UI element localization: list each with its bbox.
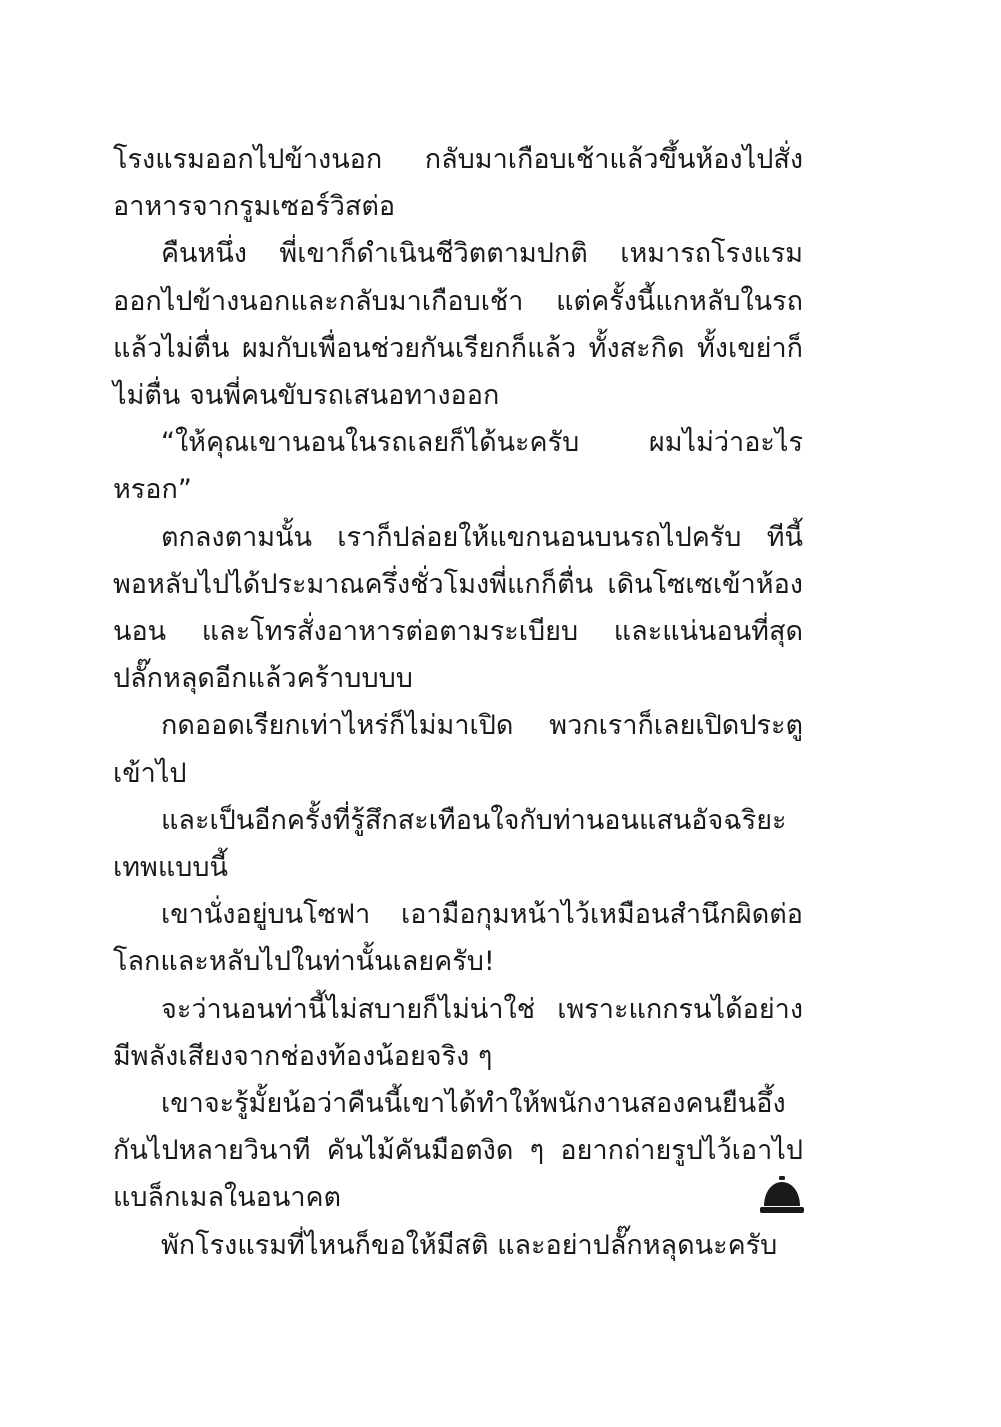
paragraph: คืนหนึ่ง พี่เขาก็ดำเนินชีวิตตามปกติ เหมารถโรงแรมออกไปข้างนอกและกลับมาเกือบเช้า แต่ครั้งนี้แกหลับในรถแล้วไม่ตื่น ผมกับเพื่อนช่วยกันเรียกก็แล้ว ทั้งสะกิด ทั้งเขย่าก็ไม่ตื่น จนพี่คนขับรถเสนอทางออก: [113, 238, 803, 412]
paragraph: โรงแรมออกไปข้างนอก กลับมาเกือบเช้าแล้วขึ้นห้องไปสั่งอาหารจากรูมเซอร์วิสต่อ: [113, 144, 803, 223]
paragraph: “ให้คุณเขานอนในรถเลยก็ได้นะครับ ผมไม่ว่าอะไรหรอก”: [113, 427, 803, 506]
paragraph: ตกลงตามนั้น เราก็ปล่อยให้แขกนอนบนรถไปครับ ทีนี้พอหลับไปได้ประมาณครึ่งชั่วโมงพี่แกก็ตื่น เดินโซเซเข้าห้องนอน และโทรสั่งอาหารต่อตามระเบียบ และแน่นอนที่สุด ปลั๊กหลุดอีกแล้วคร้าบบบบ: [113, 521, 803, 695]
service-bell-icon: [760, 1176, 804, 1214]
paragraph: และเป็นอีกครั้งที่รู้สึกสะเทือนใจกับท่านอนแสนอัจฉริยะเทพแบบนี้: [113, 804, 787, 884]
body-text: [113, 136, 803, 1269]
paragraph: จะว่านอนท่านี้ไม่สบายก็ไม่น่าใช่ เพราะแกกรนได้อย่างมีพลังเสียงจากช่องท้องน้อยจริง ๆ: [113, 993, 803, 1072]
paragraph: เขานั่งอยู่บนโซฟา เอามือกุมหน้าไว้เหมือนสำนึกผิดต่อโลกและหลับไปในท่านั้นเลยครับ!: [113, 899, 803, 978]
paragraph: พักโรงแรมที่ไหนก็ขอให้มีสติ และอย่าปลั๊กหลุดนะครับ: [161, 1229, 778, 1261]
paragraph: เขาจะรู้มั้ยน้อว่าคืนนี้เขาได้ทำให้พนักงานสองคนยืนอึ้งกันไปหลายวินาที คันไม้คันมือตงิด ๆ อยากถ่ายรูปไว้เอาไปแบล็กเมลในอนาคต: [113, 1088, 803, 1214]
paragraph: กดออดเรียกเท่าไหร่ก็ไม่มาเปิด พวกเราก็เลยเปิดประตูเข้าไป: [113, 710, 803, 789]
